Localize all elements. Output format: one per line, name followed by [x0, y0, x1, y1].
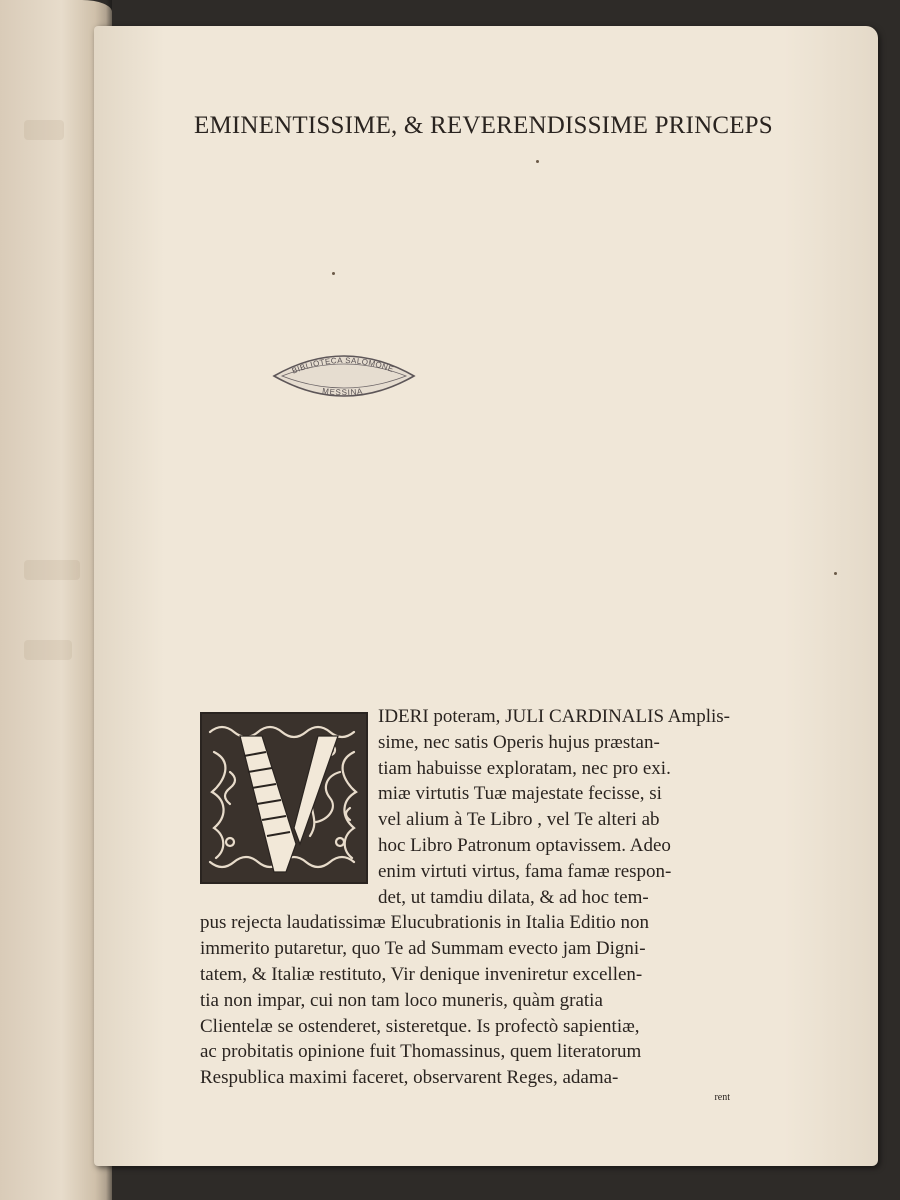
- text-line: tatem, & Italiæ restituto, Vir denique inveniretur excellen-: [200, 963, 643, 985]
- text-line: immerito putaretur, quo Te ad Summam evecto jam Digni-: [200, 938, 646, 960]
- text-line: sime, nec satis Operis hujus præstan-: [378, 731, 660, 753]
- text-line: IDERI poteram, JULI CARDINALIS Amplis-: [378, 706, 730, 727]
- stamp-top-text: BIBLIOTECA SALOMONE: [290, 355, 396, 376]
- text-line: tiam habuisse exploratam, nec pro exi.: [378, 757, 671, 779]
- page-heading: EMINENTISSIME, & REVERENDISSIME PRINCEPS: [194, 112, 773, 139]
- text-line: pus rejecta laudatissimæ Elucubrationis in Italia Editio non: [200, 912, 650, 934]
- show-through-mark: [24, 120, 64, 140]
- text-line: Respublica maximi faceret, observarent Reges, adama-: [200, 1067, 619, 1089]
- text-line: enim virtuti virtus, fama famæ respon-: [378, 860, 672, 882]
- book-page: [94, 26, 878, 1166]
- show-through-mark: [24, 640, 72, 660]
- stamp-oval-icon: [270, 350, 418, 400]
- text-line: ac probitatis opinione fuit Thomassinus, quem literatorum: [200, 1041, 642, 1063]
- show-through-mark: [24, 560, 80, 580]
- dedication-text: [200, 704, 740, 1105]
- library-stamp: [270, 350, 418, 400]
- text-line: miæ virtutis Tuæ majestate fecisse, si: [378, 783, 662, 805]
- text-line: Clientelæ se ostenderet, sisteretque. Is profectò sapientiæ,: [200, 1015, 640, 1037]
- paper-speck: [536, 160, 539, 163]
- paper-speck: [834, 572, 837, 575]
- stamp-bottom-text: MESSINA: [321, 386, 364, 398]
- text-line: det, ut tamdiu dilata, & ad hoc tem-: [378, 886, 649, 908]
- paper-speck: [332, 272, 335, 275]
- text-line: tia non impar, cui non tam loco muneris, quàm gratia: [200, 989, 603, 1011]
- catchword: rent: [714, 1091, 730, 1103]
- text-line: vel alium à Te Libro , vel Te alteri ab: [378, 809, 660, 831]
- text-line: hoc Libro Patronum optavissem. Adeo: [378, 834, 671, 856]
